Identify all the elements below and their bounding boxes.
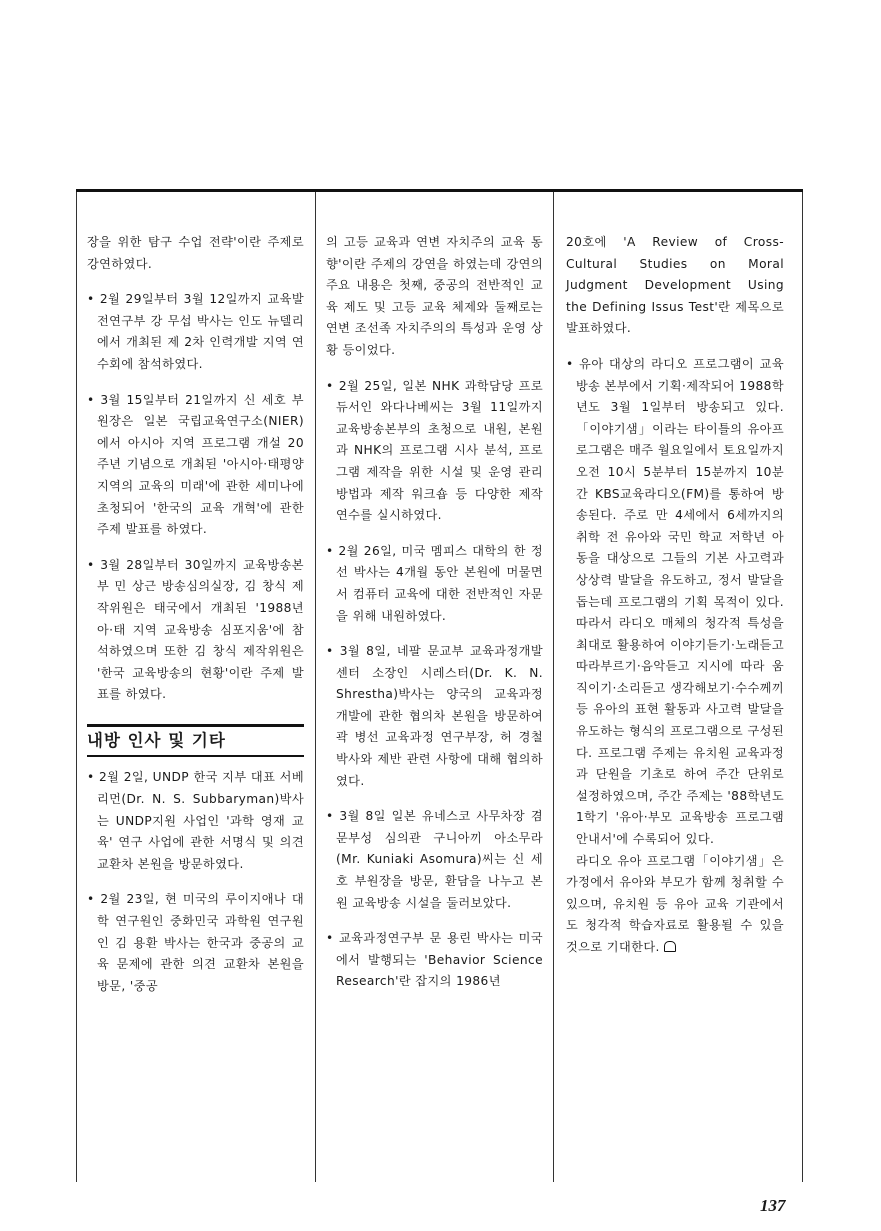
end-mark-icon <box>664 941 676 952</box>
column-divider-right <box>802 192 803 1182</box>
section-heading: 내방 인사 및 기타 <box>87 724 304 758</box>
top-rule <box>76 189 803 192</box>
news-item: • 3월 28일부터 30일까지 교육방송본부 민 상근 방송심의실장, 김 창식 제작위원은 태국에서 개최된 '1988년 아·태 지역 교육방송 심포지움'에 참석하였으며 또한 김 창식 제작위원은 '한국 교육방송의 현황'이란 주제 발표를 하였다. <box>87 557 304 702</box>
paragraph-text: 라디오 유아 프로그램「이야기샘」은 가정에서 유아와 부모가 함께 청취할 수 있으며, 유치원 등 유아 교육 기관에서도 청각적 학습자료로 활용될 수 있을 것으로 기대한다. <box>566 853 784 954</box>
paragraph: 장을 위한 탐구 수업 전략'이란 주제로 강연하였다. <box>87 235 304 271</box>
news-item: • 2월 23일, 현 미국의 루이지애나 대학 연구원인 중화민국 과학원 연구원인 김 용환 박사는 한국과 중공의 교육 문제에 관한 의견 교환차 본원을 방문, '중공 <box>87 892 304 993</box>
news-item: • 유아 대상의 라디오 프로그램이 교육방송 본부에서 기획·제작되어 1988학년도 3월 1일부터 방송되고 있다. 「이야기샘」이라는 타이틀의 유아프로그램은 매주 월요일에서 토요일까지 오전 10시 5분부터 15분까지 10분간 KBS교육라디오(FM)를 통하여 방송된다. 주로 만 4세에서 6세까지의 취학 전 유아와 국민 학교 저학년 아동을 대상으로 그들의 기본 사고력과 상상력 발달을 유도하고, 정서 발달을 돕는데 프로그램의 기획 목적이 있다. 따라서 라디오 매체의 청각적 특성을 최대로 활용하여 이야기듣기·노래듣고 따라부르기·음악듣고 지시에 따라 움직이기·소리듣고 생각해보기·수수께끼 등 유아의 표현 활동과 사고력 발달을 유도하는 형식의 프로그램으로 구성된다. 프로그램 주제는 유치원 교육과정과 단원을 기초로 하여 주간 단위로 설정하였으며, 주간 주제는 '88학년도 1학기 '유아·부모 교육방송 프로그램 안내서'에 수록되어 있다. <box>566 356 784 847</box>
news-item: • 3월 8일 일본 유네스코 사무차장 겸 문부성 심의관 구니아끼 아소무라(Mr. Kuniaki Asomura)씨는 신 세호 부원장을 방문, 환담을 나누고 본원 교육방송 시설을 둘러보았다. <box>326 809 543 910</box>
news-item: • 3월 15일부터 21일까지 신 세호 부원장은 일본 국립교육연구소(NIER)에서 아시아 지역 프로그램 개설 20주년 기념으로 개최된 '아시아·태평양 지역의 교육의 미래'에 관한 세미나에 초청되어 '한국의 교육 개혁'에 관한 주제 발표를 하였다. <box>87 392 304 537</box>
paragraph: 20호에 'A Review of Cross-Cultural Studies on Moral Judgment Development Using the Defining Issus Test'란 제목으로 발표하였다. <box>566 235 784 336</box>
news-item: • 2월 2일, UNDP 한국 지부 대표 서베리먼(Dr. N. S. Subbaryman)박사는 UNDP지원 사업인 '과학 영재 교육' 연구 사업에 관한 서명식 및 의견 교환차 본원을 방문하였다. <box>87 770 304 871</box>
news-item: • 2월 29일부터 3월 12일까지 교육발전연구부 강 무섭 박사는 인도 뉴델리에서 개최된 제 2차 인력개발 지역 연수회에 참석하였다. <box>87 292 304 371</box>
column-3 <box>566 232 784 959</box>
column-divider-2 <box>553 192 554 1182</box>
column-divider-left <box>76 192 77 1182</box>
paragraph: 의 고등 교육과 연변 자치주의 교육 동향'이란 주제의 강연을 하였는데 강연의 주요 내용은 첫째, 중공의 전반적인 교육 제도 및 고등 교육 체제와 둘째로는 연변 조선족 자치주의의 특성과 운영 상황 등이었다. <box>326 235 543 357</box>
news-item: • 교육과정연구부 문 용린 박사는 미국에서 발행되는 'Behavior Science Research'란 잡지의 1986년 <box>326 931 543 989</box>
news-item: • 2월 26일, 미국 멤피스 대학의 한 정선 박사는 4개월 동안 본원에 머물면서 컴퓨터 교육에 대한 전반적인 자문을 위해 내원하였다. <box>326 543 543 623</box>
paragraph <box>566 851 784 959</box>
news-item: • 2월 25일, 일본 NHK 과학담당 프로듀서인 와다나베씨는 3월 11일까지 교육방송본부의 초청으로 내원, 본원과 NHK의 프로그램 시사 분석, 프로그램 제작을 위한 시설 및 운영 관리 방법과 제작 워크숍 등 다양한 제작 연수를 실시하였다. <box>326 378 543 523</box>
column-1 <box>87 232 304 997</box>
column-divider-1 <box>315 192 316 1182</box>
page-number: 137 <box>760 1196 786 1215</box>
news-item: • 3월 8일, 네팔 문교부 교육과정개발센터 소장인 시레스터(Dr. K. N. Shrestha)박사는 양국의 교육과정 개발에 관한 협의차 본원을 방문하여 곽 병선 교육과정 연구부장, 허 경철 박사와 제반 관련 사항에 대해 협의하였다. <box>326 644 543 788</box>
column-2 <box>326 232 543 993</box>
